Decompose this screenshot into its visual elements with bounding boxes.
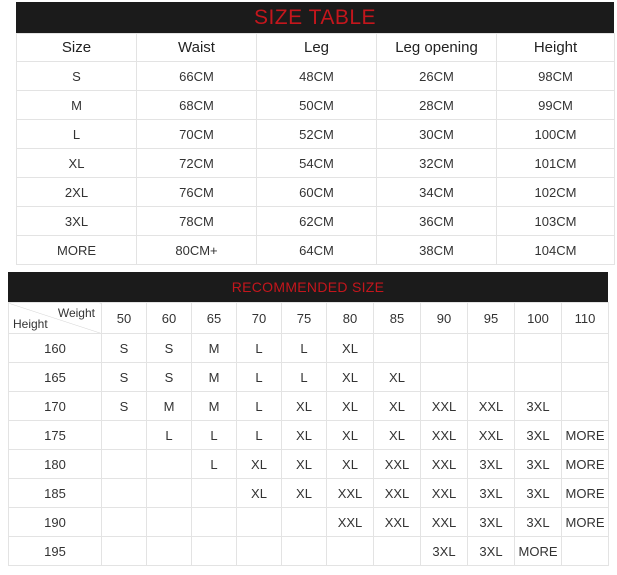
- recommended-size-cell: [468, 363, 515, 392]
- size-measure-cell: 30CM: [377, 120, 497, 149]
- recommended-size-cell: XL: [327, 421, 374, 450]
- recommended-size-cell: XXL: [421, 392, 468, 421]
- recommended-size-cell: XL: [237, 479, 282, 508]
- recommended-header-row: [9, 303, 609, 334]
- recommended-size-cell: [192, 479, 237, 508]
- recommended-row: [9, 363, 609, 392]
- recommended-size-cell: MORE: [562, 508, 609, 537]
- size-table-row: [17, 91, 615, 120]
- recommended-size-cell: XXL: [421, 421, 468, 450]
- height-cell: 195: [9, 537, 102, 566]
- size-measure-cell: 38CM: [377, 236, 497, 265]
- recommended-size-cell: MORE: [562, 479, 609, 508]
- recommended-size-cell: [147, 537, 192, 566]
- recommended-row: [9, 479, 609, 508]
- recommended-size-cell: [237, 508, 282, 537]
- recommended-size-cell: S: [102, 334, 147, 363]
- weight-header: 80: [327, 303, 374, 334]
- size-measure-cell: 66CM: [137, 62, 257, 91]
- recommended-size-cell: S: [102, 363, 147, 392]
- size-label-cell: M: [17, 91, 137, 120]
- recommended-size-cell: M: [192, 392, 237, 421]
- size-table-header: Waist: [137, 34, 257, 62]
- size-table-row: [17, 62, 615, 91]
- height-cell: 160: [9, 334, 102, 363]
- recommended-size-cell: XXL: [327, 508, 374, 537]
- recommended-size-cell: XXL: [421, 508, 468, 537]
- size-measure-cell: 102CM: [497, 178, 615, 207]
- recommended-size-cell: XL: [237, 450, 282, 479]
- recommended-size-cell: [237, 537, 282, 566]
- recommended-size-cell: S: [102, 392, 147, 421]
- recommended-size-cell: [468, 334, 515, 363]
- recommended-size-cell: [421, 363, 468, 392]
- recommended-size-cell: 3XL: [515, 392, 562, 421]
- size-measure-cell: 80CM+: [137, 236, 257, 265]
- height-cell: 185: [9, 479, 102, 508]
- recommended-size-cell: [147, 450, 192, 479]
- recommended-size-cell: 3XL: [515, 450, 562, 479]
- recommended-size-cell: [102, 450, 147, 479]
- height-axis-label: Height: [13, 317, 48, 331]
- size-measure-cell: 50CM: [257, 91, 377, 120]
- size-measure-cell: 76CM: [137, 178, 257, 207]
- recommended-size-cell: L: [192, 450, 237, 479]
- size-table-header: Height: [497, 34, 615, 62]
- recommended-size-cell: XL: [327, 392, 374, 421]
- size-measure-cell: 62CM: [257, 207, 377, 236]
- recommended-size-cell: [102, 479, 147, 508]
- size-measure-cell: 26CM: [377, 62, 497, 91]
- recommended-size-cell: XL: [374, 363, 421, 392]
- weight-axis-label: Weight: [57, 306, 95, 320]
- recommended-row: [9, 450, 609, 479]
- recommended-size-cell: MORE: [515, 537, 562, 566]
- recommended-size-cell: [562, 392, 609, 421]
- recommended-size-cell: XXL: [327, 479, 374, 508]
- recommended-size-cell: 3XL: [468, 537, 515, 566]
- weight-header: 110: [562, 303, 609, 334]
- weight-header: 50: [102, 303, 147, 334]
- weight-header: 100: [515, 303, 562, 334]
- recommended-size-cell: [147, 479, 192, 508]
- recommended-size-cell: [147, 508, 192, 537]
- recommended-size-cell: [562, 334, 609, 363]
- recommended-size-cell: [562, 363, 609, 392]
- recommended-size-cell: 3XL: [468, 450, 515, 479]
- height-cell: 180: [9, 450, 102, 479]
- size-label-cell: MORE: [17, 236, 137, 265]
- recommended-size-cell: M: [192, 334, 237, 363]
- weight-header: 75: [282, 303, 327, 334]
- size-measure-cell: 60CM: [257, 178, 377, 207]
- weight-header: 90: [421, 303, 468, 334]
- recommended-row: [9, 537, 609, 566]
- recommended-size-cell: XL: [374, 421, 421, 450]
- recommended-size-cell: [421, 334, 468, 363]
- recommended-size-cell: XL: [327, 334, 374, 363]
- size-measure-cell: 78CM: [137, 207, 257, 236]
- recommended-size-cell: M: [147, 392, 192, 421]
- recommended-size-cell: 3XL: [468, 508, 515, 537]
- recommended-size-cell: XL: [327, 363, 374, 392]
- size-table-row: [17, 149, 615, 178]
- weight-header: 65: [192, 303, 237, 334]
- size-label-cell: XL: [17, 149, 137, 178]
- size-label-cell: L: [17, 120, 137, 149]
- recommended-size-title: RECOMMENDED SIZE: [231, 279, 385, 295]
- recommended-size-cell: XXL: [421, 450, 468, 479]
- size-measure-cell: 98CM: [497, 62, 615, 91]
- size-measure-cell: 103CM: [497, 207, 615, 236]
- recommended-size-cell: XL: [282, 450, 327, 479]
- recommended-row: [9, 392, 609, 421]
- recommended-size-cell: L: [237, 421, 282, 450]
- recommended-size-cell: [192, 508, 237, 537]
- recommended-size-cell: L: [237, 363, 282, 392]
- recommended-size-cell: L: [147, 421, 192, 450]
- recommended-size-cell: [515, 334, 562, 363]
- size-table-header: Size: [17, 34, 137, 62]
- weight-height-corner: [9, 303, 102, 334]
- size-measure-cell: 70CM: [137, 120, 257, 149]
- recommended-size-cell: [282, 537, 327, 566]
- recommended-size-cell: XL: [374, 392, 421, 421]
- recommended-size-cell: XL: [282, 392, 327, 421]
- recommended-size-cell: [374, 334, 421, 363]
- recommended-row: [9, 508, 609, 537]
- recommended-size-cell: [102, 421, 147, 450]
- size-measure-cell: 48CM: [257, 62, 377, 91]
- recommended-size-cell: XXL: [468, 392, 515, 421]
- size-measure-cell: 99CM: [497, 91, 615, 120]
- size-table-header: Leg opening: [377, 34, 497, 62]
- recommended-size-cell: XL: [327, 450, 374, 479]
- recommended-size-cell: MORE: [562, 450, 609, 479]
- recommended-size-cell: L: [282, 363, 327, 392]
- weight-header: 85: [374, 303, 421, 334]
- recommended-size-cell: [327, 537, 374, 566]
- recommended-size-cell: 3XL: [515, 508, 562, 537]
- recommended-size-cell: XXL: [374, 479, 421, 508]
- size-measure-cell: 104CM: [497, 236, 615, 265]
- recommended-size-cell: [562, 537, 609, 566]
- recommended-size-cell: XL: [282, 479, 327, 508]
- recommended-row: [9, 334, 609, 363]
- recommended-size-cell: XXL: [421, 479, 468, 508]
- recommended-size-cell: S: [147, 334, 192, 363]
- recommended-size-cell: M: [192, 363, 237, 392]
- recommended-size-cell: [102, 537, 147, 566]
- size-measure-cell: 100CM: [497, 120, 615, 149]
- size-table-row: [17, 207, 615, 236]
- recommended-size-cell: [374, 537, 421, 566]
- recommended-size-cell: L: [237, 334, 282, 363]
- recommended-size-cell: [102, 508, 147, 537]
- recommended-size-cell: XL: [282, 421, 327, 450]
- size-label-cell: S: [17, 62, 137, 91]
- size-table-row: [17, 236, 615, 265]
- size-measure-cell: 72CM: [137, 149, 257, 178]
- size-table-title: SIZE TABLE: [253, 5, 377, 29]
- recommended-size-cell: [282, 508, 327, 537]
- height-cell: 175: [9, 421, 102, 450]
- size-table-row: [17, 120, 615, 149]
- recommended-size-cell: MORE: [562, 421, 609, 450]
- recommended-size-cell: XXL: [374, 450, 421, 479]
- recommended-size-cell: 3XL: [515, 479, 562, 508]
- weight-header: 70: [237, 303, 282, 334]
- recommended-size-cell: XXL: [468, 421, 515, 450]
- recommended-size-table: [8, 302, 609, 566]
- size-table-row: [17, 178, 615, 207]
- size-measure-cell: 101CM: [497, 149, 615, 178]
- recommended-size-cell: 3XL: [421, 537, 468, 566]
- size-measure-cell: 68CM: [137, 91, 257, 120]
- recommended-size-cell: L: [237, 392, 282, 421]
- weight-header: 95: [468, 303, 515, 334]
- recommended-size-cell: L: [282, 334, 327, 363]
- weight-header: 60: [147, 303, 192, 334]
- size-measure-cell: 36CM: [377, 207, 497, 236]
- recommended-size-banner: [8, 272, 608, 302]
- size-measure-cell: 52CM: [257, 120, 377, 149]
- recommended-size-cell: 3XL: [468, 479, 515, 508]
- size-measure-cell: 34CM: [377, 178, 497, 207]
- size-measure-cell: 28CM: [377, 91, 497, 120]
- size-measure-cell: 64CM: [257, 236, 377, 265]
- height-cell: 165: [9, 363, 102, 392]
- recommended-size-cell: 3XL: [515, 421, 562, 450]
- size-table: [16, 33, 615, 265]
- recommended-size-cell: S: [147, 363, 192, 392]
- recommended-size-cell: XXL: [374, 508, 421, 537]
- size-measure-cell: 32CM: [377, 149, 497, 178]
- size-table-header-row: [17, 34, 615, 62]
- recommended-size-cell: L: [192, 421, 237, 450]
- size-label-cell: 3XL: [17, 207, 137, 236]
- height-cell: 190: [9, 508, 102, 537]
- size-measure-cell: 54CM: [257, 149, 377, 178]
- size-table-banner: [16, 2, 614, 33]
- recommended-size-cell: [515, 363, 562, 392]
- recommended-size-cell: [192, 537, 237, 566]
- height-cell: 170: [9, 392, 102, 421]
- recommended-row: [9, 421, 609, 450]
- size-table-header: Leg: [257, 34, 377, 62]
- size-label-cell: 2XL: [17, 178, 137, 207]
